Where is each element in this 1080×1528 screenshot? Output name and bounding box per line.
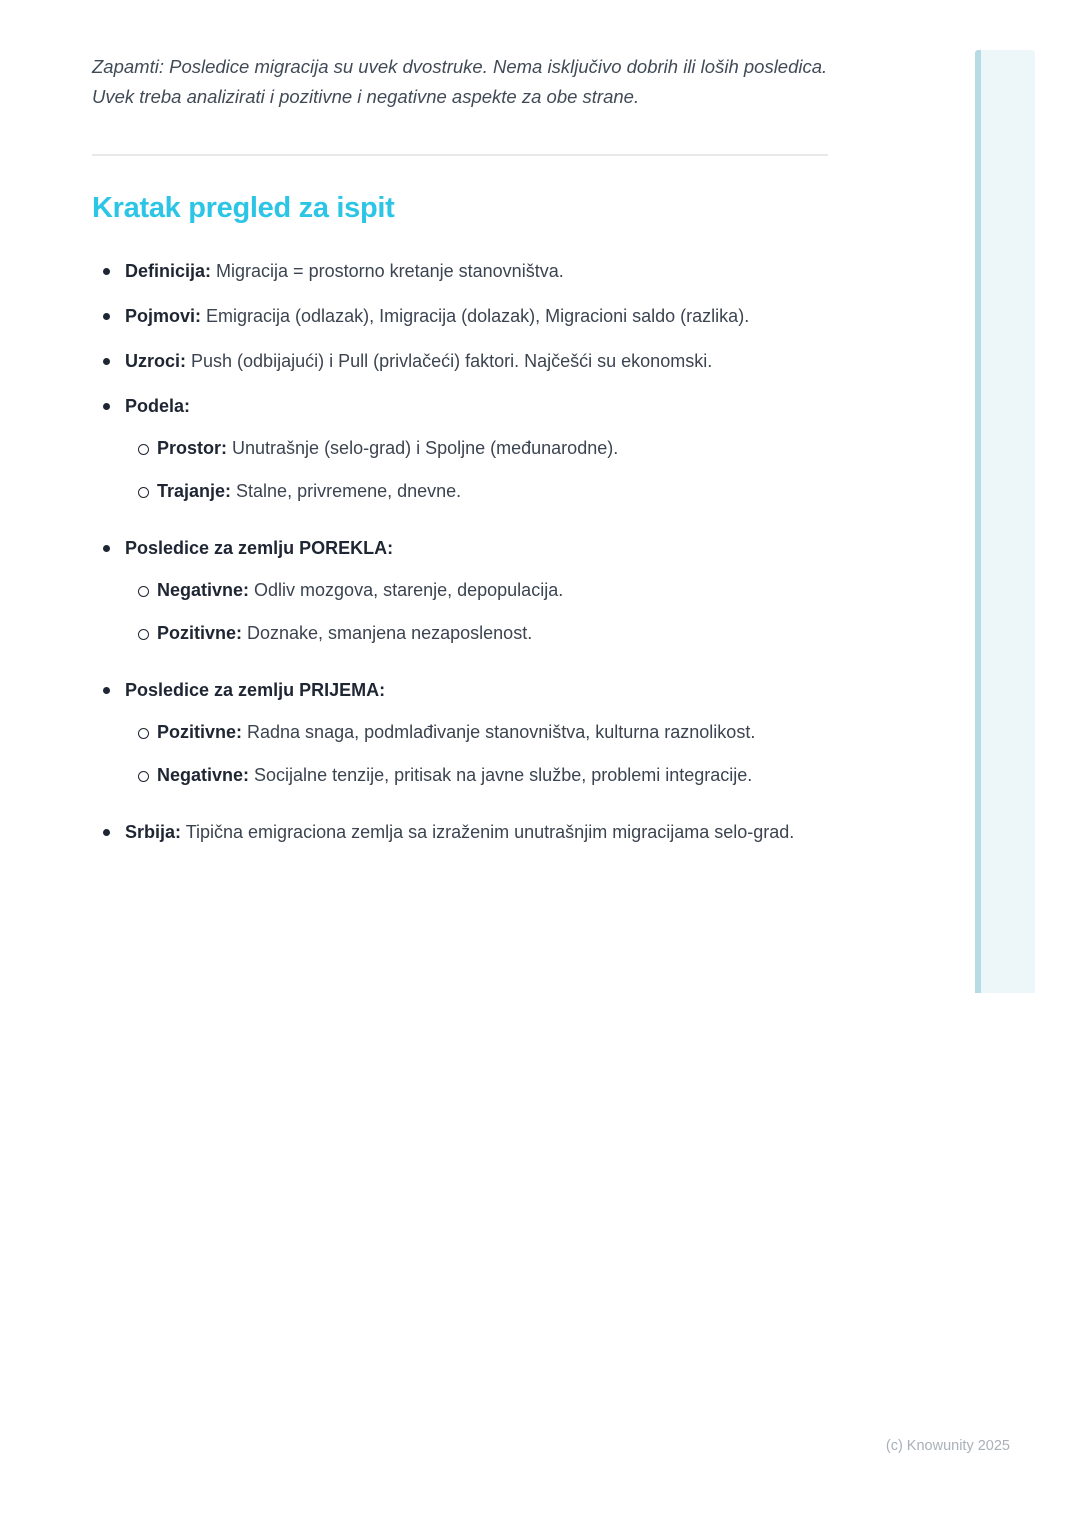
item-label: Negativne: <box>157 580 250 600</box>
sub-list-item <box>125 432 828 465</box>
copyright-footer: (c) Knowunity 2025 <box>885 1438 1010 1454</box>
item-text: Emigracija (odlazak), Imigracija (dolazak), Migracioni saldo (razlika). <box>201 306 750 326</box>
sub-list <box>125 716 828 804</box>
sub-list-item <box>125 617 828 650</box>
sub-list-item <box>125 716 828 749</box>
sub-list-item <box>125 759 828 792</box>
item-label: Posledice za zemlju POREKLA: <box>125 538 394 558</box>
summary-list <box>92 255 828 849</box>
list-item <box>92 390 828 520</box>
list-item <box>92 300 828 333</box>
list-item <box>92 816 828 849</box>
item-label: Pozitivne: <box>157 623 243 643</box>
item-label: Pojmovi: <box>125 306 202 326</box>
item-label: Negativne: <box>157 765 250 785</box>
item-text: Migracija = prostorno kretanje stanovništva. <box>211 261 564 281</box>
item-text: Stalne, privremene, dnevne. <box>231 481 462 501</box>
page-accent-bar <box>975 50 1035 993</box>
item-text: Tipična emigraciona zemlja sa izraženim unutrašnjim migracijama selo-grad. <box>181 822 795 842</box>
item-text: Push (odbijajući) i Pull (privlačeći) faktori. Najčešći su ekonomski. <box>186 351 713 371</box>
list-item <box>92 345 828 378</box>
item-text: Odliv mozgova, starenje, depopulacija. <box>249 580 564 600</box>
list-item <box>92 255 828 288</box>
item-label: Trajanje: <box>157 481 232 501</box>
sub-list <box>125 432 828 520</box>
item-label: Uzroci: <box>125 351 187 371</box>
document-content <box>92 52 828 861</box>
section-heading: Kratak pregled za ispit <box>92 192 395 224</box>
item-text: Radna snaga, podmlađivanje stanovništva, kulturna raznolikost. <box>242 722 756 742</box>
item-text: Doznake, smanjena nezaposlenost. <box>242 623 533 643</box>
item-label: Podela: <box>125 396 191 416</box>
item-label: Posledice za zemlju PRIJEMA: <box>125 680 386 700</box>
list-item <box>92 532 828 662</box>
item-text: Unutrašnje (selo-grad) i Spoljne (međunarodne). <box>227 438 619 458</box>
note-paragraph: Zapamti: Posledice migracija su uvek dvostruke. Nema isključivo dobrih ili loših posledica. Uvek treba analizirati i pozitivne i negativne aspekte za obe strane. <box>92 56 828 107</box>
section-divider <box>92 154 828 156</box>
item-label: Definicija: <box>125 261 212 281</box>
sub-list-item <box>125 574 828 607</box>
list-item <box>92 674 828 804</box>
item-label: Pozitivne: <box>157 722 243 742</box>
sub-list-item <box>125 475 828 508</box>
item-label: Srbija: <box>125 822 182 842</box>
item-label: Prostor: <box>157 438 228 458</box>
item-text: Socijalne tenzije, pritisak na javne službe, problemi integracije. <box>249 765 753 785</box>
sub-list <box>125 574 828 662</box>
